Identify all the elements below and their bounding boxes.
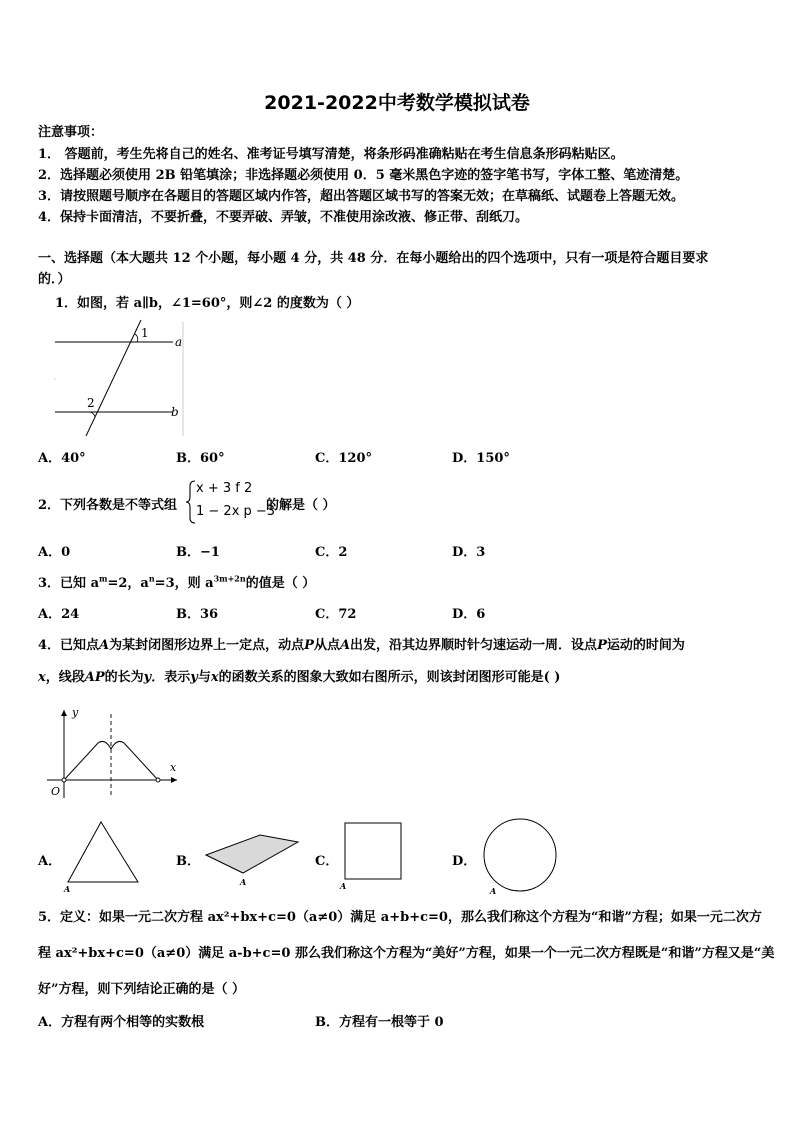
q3-option-c[interactable]: C．72 — [315, 607, 357, 622]
q5-option-b[interactable]: B．方程有一根等于 0 — [315, 1015, 444, 1030]
line-a-label: a — [175, 335, 183, 349]
page-title: 2021-2022中考数学模拟试卷 — [264, 92, 530, 114]
q2-system-line1: x + 3 f 2 — [196, 481, 253, 496]
q4-rhombus-shape[interactable] — [202, 828, 302, 888]
q4-square-shape[interactable] — [338, 820, 408, 892]
q2-stem-post: 的解是（ ） — [266, 498, 336, 513]
q3-option-a[interactable]: A．24 — [38, 607, 80, 622]
q2-option-d[interactable]: D．3 — [452, 545, 486, 560]
circle-point-a-label: A — [490, 886, 497, 896]
notice-item-1: 1． 答题前，考生先将自己的姓名、准考证号填写清楚，将条形码准确粘贴在考生信息条形码粘贴区。 — [38, 147, 624, 162]
q2-option-c[interactable]: C．2 — [315, 545, 348, 560]
graph-y-label: y — [72, 706, 79, 719]
q5-stem-line2: 程 ax²+bx+c=0（a≠0）满足 a-b+c=0 那么我们称这个方程为“美好”方程，如果一个一元二次方程既是“和谐”方程又是“美 — [38, 946, 775, 961]
q2-system-line2: 1 − 2x p −3 — [196, 504, 276, 519]
q1-parallel-lines-figure — [55, 320, 185, 440]
q2-option-a[interactable]: A．0 — [38, 545, 71, 560]
section-heading-line1: 一、选择题（本大题共 12 个小题，每小题 4 分，共 48 分．在每小题给出的四个选项中，只有一项是符合题目要求 — [38, 251, 709, 266]
notice-item-3: 3．请按照题号顺序在各题目的答题区域内作答，超出答题区域书写的答案无效；在草稿纸、试题卷上答题无效。 — [38, 189, 685, 204]
q4-option-d[interactable]: D． — [452, 854, 477, 869]
q1-option-d[interactable]: D．150° — [452, 451, 510, 466]
q4-stem-line1: 4．已知点A为某封闭图形边界上一定点，动点P从点A出发，沿其边界顺时针匀速运动一周．设点P运动的时间为 — [38, 638, 685, 653]
notice-item-2: 2．选择题必须使用 2B 铅笔填涂；非选择题必须使用 0．5 毫米黑色字迹的签字笔书写，字体工整、笔迹清楚。 — [38, 168, 689, 183]
triangle-point-a-label: A — [64, 884, 71, 894]
section-heading-line2: 的．） — [38, 272, 71, 287]
q5-option-a[interactable]: A．方程有两个相等的实数根 — [38, 1015, 205, 1030]
q3-stem: 3．已知 $a^m=2$，$a^n=3$，则 $a^{3m+2n}$的值是（ ） — [38, 573, 316, 591]
transversal-line — [86, 320, 141, 436]
q1-option-b[interactable]: B．60° — [176, 451, 225, 466]
q5-stem-line1: 5．定义：如果一元二次方程 ax²+bx+c=0（a≠0）满足 a+b+c=0，那么我们称这个方程为“和谐”方程；如果一元二次方 — [38, 910, 762, 925]
graph-x-label: x — [170, 761, 177, 774]
q5-stem-line3: 好”方程，则下列结论正确的是（ ） — [38, 982, 246, 997]
q1-stem: 1．如图，若 a∥b，∠1=60°，则∠2 的度数为（ ） — [55, 296, 360, 311]
q4-stem-line2: x，线段AP的长为y．表示y与x的函数关系的图象大致如右图所示，则该封闭图形可能是( ) — [38, 670, 561, 685]
q4-option-a[interactable]: A． — [38, 854, 62, 869]
q4-circle-shape[interactable] — [478, 815, 562, 897]
q2-stem-pre: 2．下列各数是不等式组 — [38, 498, 178, 513]
angle-2-label: 2 — [87, 396, 95, 410]
q4-triangle-shape[interactable] — [62, 820, 146, 896]
rhombus-point-a-label: A — [240, 877, 247, 887]
q1-option-a[interactable]: A．40° — [38, 451, 86, 466]
notice-item-4: 4．保持卡面清洁，不要折叠，不要弄破、弄皱，不准使用涂改液、修正带、刮纸刀。 — [38, 210, 529, 225]
angle-1-label: 1 — [141, 326, 149, 340]
q4-option-c[interactable]: C． — [315, 854, 339, 869]
q3-option-b[interactable]: B．36 — [176, 607, 219, 622]
q2-system-brace — [186, 480, 196, 524]
square-point-a-label: A — [340, 881, 347, 891]
q2-option-b[interactable]: B．−1 — [176, 545, 220, 560]
q4-option-b[interactable]: B． — [176, 854, 200, 869]
graph-origin-label: O — [51, 785, 61, 798]
q4-function-graph — [45, 704, 185, 800]
notice-heading: 注意事项： — [38, 125, 104, 140]
q3-option-d[interactable]: D．6 — [452, 607, 486, 622]
q1-option-c[interactable]: C．120° — [315, 451, 372, 466]
line-b-label: b — [171, 405, 179, 419]
